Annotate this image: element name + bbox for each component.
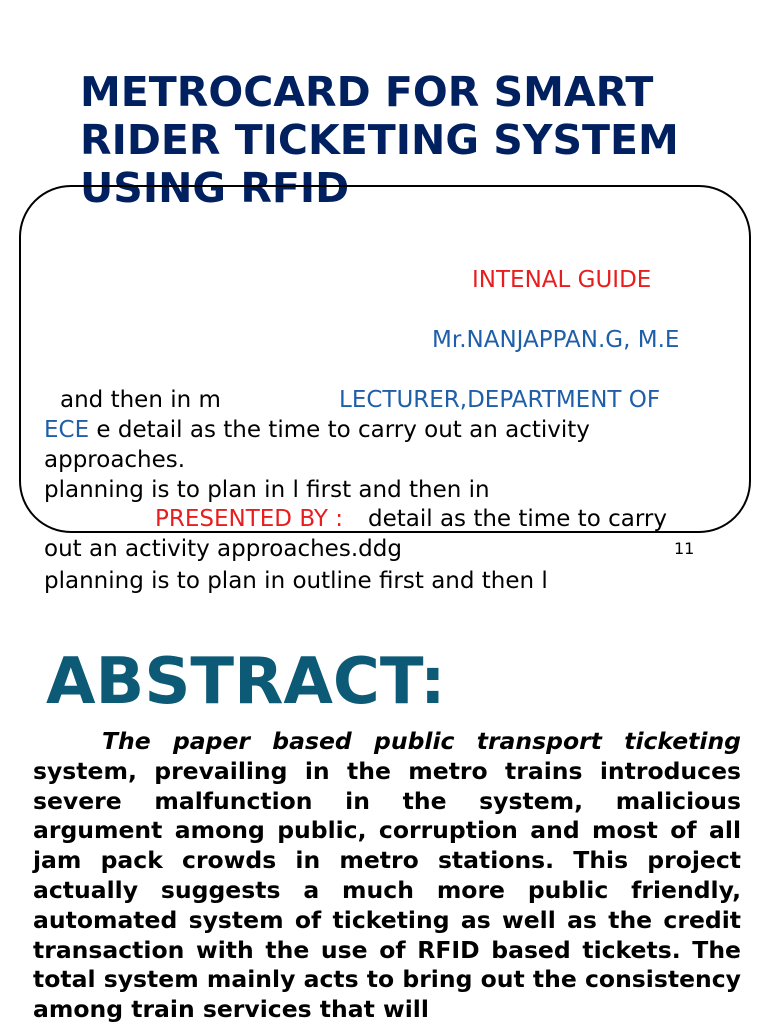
overlap-text-6: out an activity approaches.ddg: [44, 536, 402, 562]
guide-name: Mr.NANJAPPAN.G, M.E: [432, 327, 680, 353]
internal-guide-label: INTENAL GUIDE: [472, 267, 652, 293]
overlap-text-7-clipped: planning is to plan in outline first and then l: [44, 568, 548, 594]
abstract-paragraph: [33, 727, 741, 1025]
guide-designation: LECTURER,DEPARTMENT OF: [339, 387, 661, 413]
slide-title: METROCARD FOR SMART RIDER TICKETING SYSTEM USING RFID: [80, 68, 679, 212]
overlap-text-4: planning is to plan in l first and then in: [44, 477, 490, 503]
abstract-body: system, prevailing in the metro trains introduces severe malfunction in the system, malicious argument among public, corruption and most of all jam pack crowds in metro stations. This project actually suggests a much more public friendly, automated system of ticketing as well as the credit transaction with the use of RFID based tickets. The total system mainly acts to bring out the consistency among train services that will: [33, 756, 741, 1024]
overlap-text-2: [44, 415, 590, 445]
presented-by-label: PRESENTED BY :: [155, 506, 343, 532]
page-number: 11: [674, 539, 695, 558]
department-label: ECE: [44, 417, 90, 443]
overlap-text-3: approaches.: [44, 447, 186, 473]
overlap-text-5: detail as the time to carry: [368, 506, 667, 532]
overlap-text-2b: e detail as the time to carry out an activity: [89, 417, 590, 443]
abstract-italic-lead: The paper based public transport ticketing: [102, 727, 741, 755]
abstract-heading: ABSTRACT:: [46, 645, 446, 719]
overlap-text-1: and then in m: [60, 387, 221, 413]
